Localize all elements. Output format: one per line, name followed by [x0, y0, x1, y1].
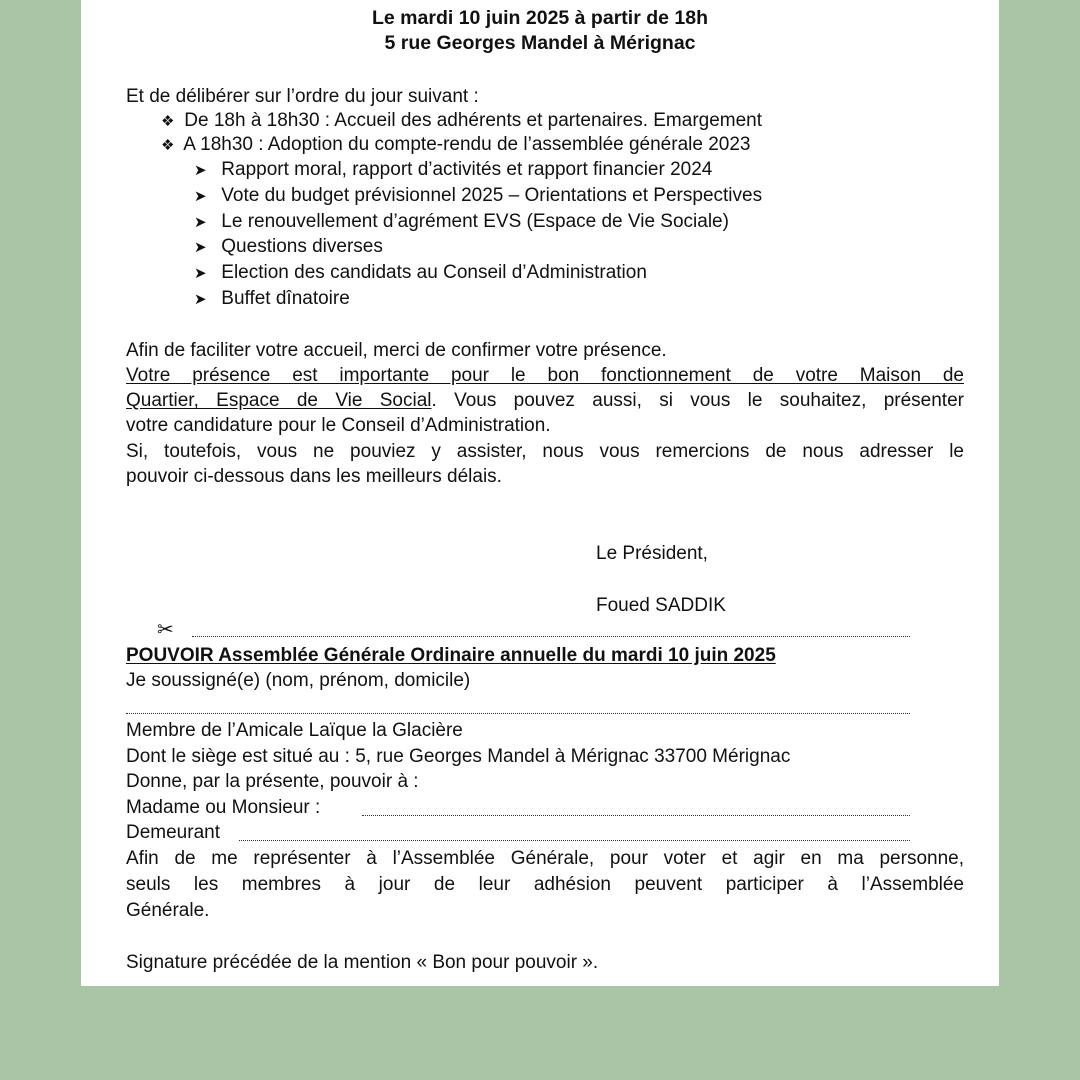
arrow-bullet-icon: ➤: [194, 162, 207, 179]
purpose-line-3: Générale.: [126, 900, 210, 921]
signature-note: Signature précédée de la mention « Bon pour pouvoir ».: [126, 952, 599, 973]
agenda-sub-item-text: Election des candidats au Conseil d’Administration: [221, 262, 647, 283]
agenda-sub-item: [194, 185, 762, 208]
diamond-bullet-icon: ❖: [161, 113, 175, 130]
agenda-bullet: [161, 134, 750, 157]
purpose-line-2: seuls les membres à jour de leur adhésion peuvent participer à l’Assemblée: [126, 874, 964, 895]
agenda-sub-item: [194, 236, 383, 259]
arrow-bullet-icon: ➤: [194, 188, 207, 205]
agenda-sub-item-text: Questions diverses: [221, 236, 383, 257]
president-title: Le Président,: [596, 543, 708, 564]
purpose-line: Afin de me représenter à l’Assemblée Générale, pour voter et agir en ma personne,: [126, 848, 964, 869]
agenda-sub-item-text: Le renouvellement d’agrément EVS (Espace de Vie Sociale): [221, 211, 729, 232]
arrow-bullet-icon: ➤: [194, 214, 207, 231]
importance-line-2: [126, 390, 964, 412]
undersigned-field[interactable]: [126, 713, 910, 714]
undersigned-label: Je soussigné(e) (nom, prénom, domicile): [126, 670, 471, 691]
agenda-sub-item: [194, 288, 350, 311]
agenda-sub-item: [194, 262, 647, 285]
agenda-sub-item-text: Vote du budget prévisionnel 2025 – Orientations et Perspectives: [221, 185, 763, 206]
underlined-text: Quartier, Espace de Vie Social: [126, 390, 432, 411]
agenda-intro: Et de délibérer sur l’ordre du jour suivant :: [126, 86, 479, 107]
agenda-sub-item: [194, 159, 712, 182]
candidature-line: votre candidature pour le Conseil d’Administration.: [126, 415, 551, 436]
welcome-paragraph: Afin de faciliter votre accueil, merci de confirmer votre présence.: [126, 340, 667, 361]
event-date-heading: Le mardi 10 juin 2025 à partir de 18h: [372, 7, 708, 29]
arrow-bullet-icon: ➤: [194, 291, 207, 308]
event-address-heading: 5 rue Georges Mandel à Mérignac: [384, 32, 696, 54]
arrow-bullet-icon: ➤: [194, 265, 207, 282]
agenda-bullet: [161, 110, 762, 133]
agenda-bullet-text: De 18h à 18h30 : Accueil des adhérents et partenaires. Emargement: [184, 110, 763, 131]
president-name: Foued SADDIK: [596, 595, 726, 616]
diamond-bullet-icon: ❖: [161, 137, 175, 154]
document-page: [81, 0, 999, 986]
gives-line: Donne, par la présente, pouvoir à :: [126, 771, 419, 792]
arrow-bullet-icon: ➤: [194, 239, 207, 256]
member-line: Membre de l’Amicale Laïque la Glacière: [126, 720, 463, 741]
madame-label: Madame ou Monsieur :: [126, 797, 321, 818]
agenda-sub-item: [194, 211, 729, 234]
importance-line: Votre présence est importante pour le bon fonctionnement de votre Maison de: [126, 365, 964, 386]
residing-field[interactable]: [239, 840, 910, 841]
cut-line: [192, 636, 910, 637]
scissors-icon: ✂: [157, 619, 174, 641]
proxy-form-title: POUVOIR Assemblée Générale Ordinaire annuelle du mardi 10 juin 2025: [126, 645, 776, 666]
agenda-bullet-text: A 18h30 : Adoption du compte-rendu de l’assemblée générale 2023: [183, 134, 751, 155]
candidature-text: . Vous pouvez aussi, si vous le souhaitez, présenter: [431, 390, 964, 411]
absence-line: Si, toutefois, vous ne pouviez y assister, nous vous remercions de nous adresser le: [126, 441, 964, 462]
madame-field[interactable]: [362, 815, 910, 816]
residing-label: Demeurant: [126, 822, 220, 843]
absence-line-2: pouvoir ci-dessous dans les meilleurs délais.: [126, 466, 502, 487]
agenda-sub-item-text: Rapport moral, rapport d’activités et rapport financier 2024: [221, 159, 713, 180]
agenda-sub-item-text: Buffet dînatoire: [221, 288, 350, 309]
seat-line: Dont le siège est situé au : 5, rue Georges Mandel à Mérignac 33700 Mérignac: [126, 746, 791, 767]
